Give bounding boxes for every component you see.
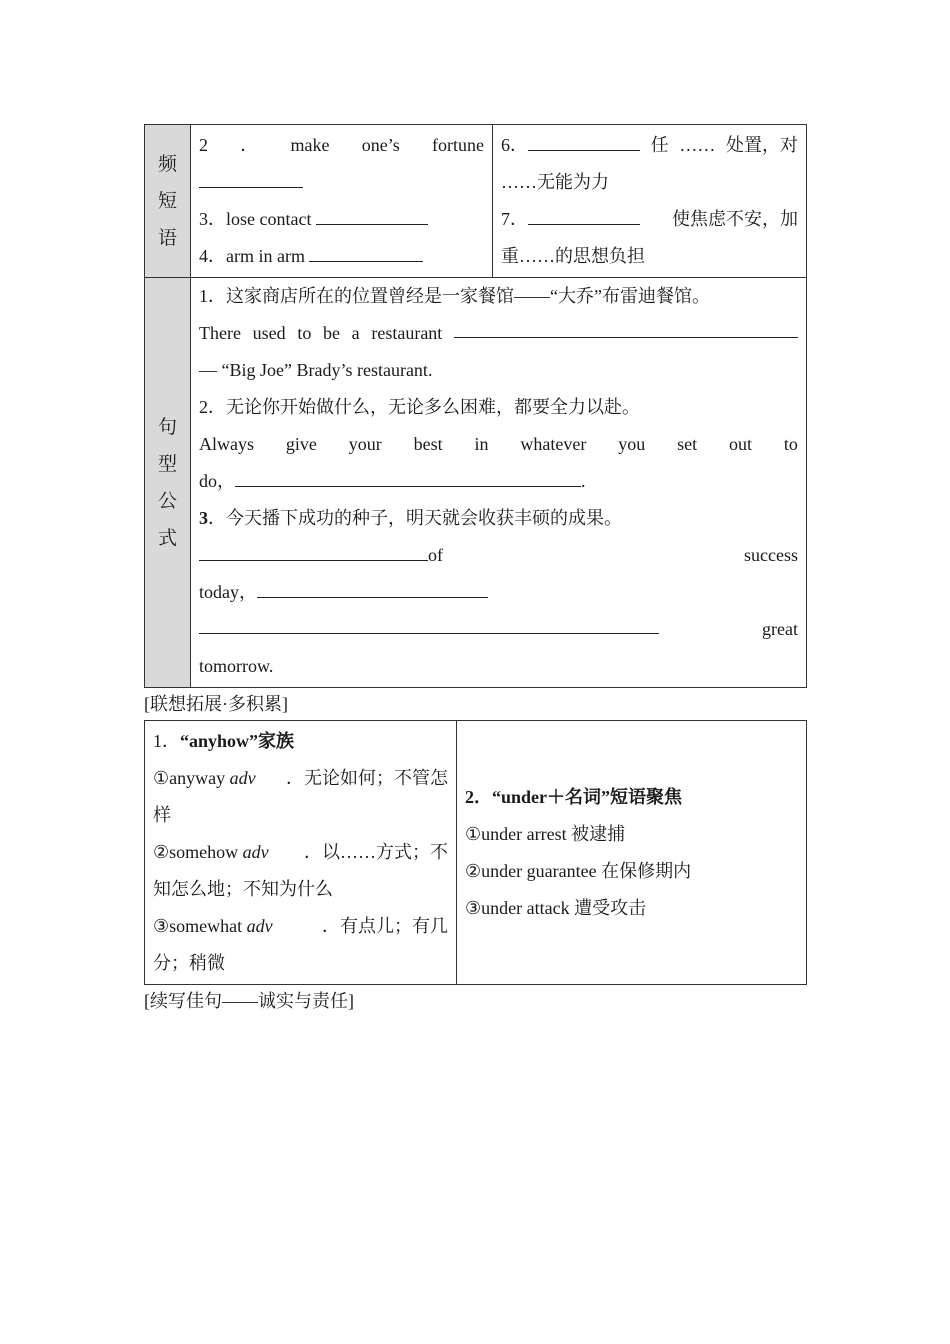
- anyhow-family-cell: 1．“anyhow”家族 ①anyway adv ．无论如何；不管怎 样 ②somehow adv ．以……方式；不 知怎么地；不知为什么 ③somewhat adv ．有点儿；有几 分；稍微: [145, 721, 457, 985]
- phrase-item-7: 7． 使焦虑不安，加: [501, 201, 798, 238]
- sentence-2-en-line2: do， .: [199, 463, 798, 500]
- answer-blank[interactable]: [454, 315, 798, 338]
- answer-blank[interactable]: [316, 202, 428, 225]
- answer-blank[interactable]: [199, 165, 303, 188]
- phrases-right-cell: [493, 125, 807, 278]
- phrases-label-cell: [145, 125, 191, 278]
- sentence-3-en-line4: tomorrow.: [199, 656, 274, 676]
- answer-blank[interactable]: [528, 128, 640, 151]
- sentences-label-char: 公: [157, 490, 177, 512]
- sentence-2-cn: 2．无论你开始做什么，无论多么困难，都要全力以赴。: [199, 397, 640, 417]
- under-item: ③under attack 遭受攻击: [465, 897, 647, 918]
- answer-blank[interactable]: [309, 239, 423, 262]
- sentences-cell: [191, 278, 807, 688]
- answer-blank[interactable]: [528, 202, 640, 225]
- answer-blank[interactable]: [257, 575, 488, 598]
- answer-blank[interactable]: [199, 611, 659, 634]
- phrase-item-4: 4．arm in arm: [199, 238, 484, 275]
- phrases-row: [145, 125, 807, 278]
- phrases-label-char: 短: [157, 190, 177, 212]
- sentence-1-en-line2: — “Big Joe” Brady’s restaurant.: [199, 360, 433, 380]
- anyhow-title: 1．“anyhow”家族: [153, 731, 295, 751]
- sentence-3-en-line3: great: [199, 611, 798, 648]
- phrase-sentence-table: [144, 124, 807, 688]
- under-title: 2．“under＋名词”短语聚焦: [465, 786, 683, 807]
- under-noun-cell: [457, 721, 807, 985]
- sentences-label-char: 型: [157, 453, 177, 475]
- sentence-3-cn: 3．今天播下成功的种子，明天就会收获丰硕的成果。: [199, 508, 622, 528]
- sentence-1-en: There used to be a restaurant: [199, 315, 798, 352]
- sentence-1-cn: 1．这家商店所在的位置曾经是一家餐馆——“大乔”布雷迪餐馆。: [199, 286, 710, 306]
- sentence-2-en: Always give your best in whatever you set out to: [199, 434, 798, 454]
- phrases-left-cell: [191, 125, 493, 278]
- assoc-table: [144, 720, 807, 985]
- sentence-3-en-line2: today，: [199, 574, 798, 611]
- page: [144, 124, 806, 1017]
- phrase-item-2: 2 ． make one’s fortune: [199, 135, 484, 155]
- phrases-label-char: 频: [157, 153, 177, 175]
- answer-blank[interactable]: [235, 464, 581, 487]
- assoc-heading: [联想拓展·多积累]: [144, 694, 288, 714]
- anyhow-item: ②somehow adv ．以……方式；不: [153, 842, 448, 862]
- anyhow-item: ③somewhat adv ．有点儿；有几: [153, 916, 448, 936]
- sentence-3-en-line1: of success: [199, 537, 798, 574]
- sentences-label-char: 式: [157, 527, 177, 549]
- answer-blank[interactable]: [199, 538, 428, 561]
- phrase-item-6: 6． 任 …… 处置，对: [501, 127, 798, 164]
- sentences-label-cell: [145, 278, 191, 688]
- phrase-item-6-line2: ……无能为力: [501, 172, 609, 192]
- writing-heading: [续写佳句——诚实与责任]: [144, 991, 354, 1011]
- under-item: ①under arrest 被逮捕: [465, 823, 626, 844]
- sentences-label-char: 句: [157, 416, 177, 438]
- anyhow-item: ①anyway adv ．无论如何；不管怎: [153, 768, 448, 788]
- phrases-label-char: 语: [157, 227, 177, 249]
- under-item: ②under guarantee 在保修期内: [465, 860, 692, 881]
- phrase-item-3: 3．lose contact: [199, 201, 484, 238]
- sentences-row: [145, 278, 807, 688]
- phrase-item-7-line2: 重……的思想负担: [501, 246, 645, 266]
